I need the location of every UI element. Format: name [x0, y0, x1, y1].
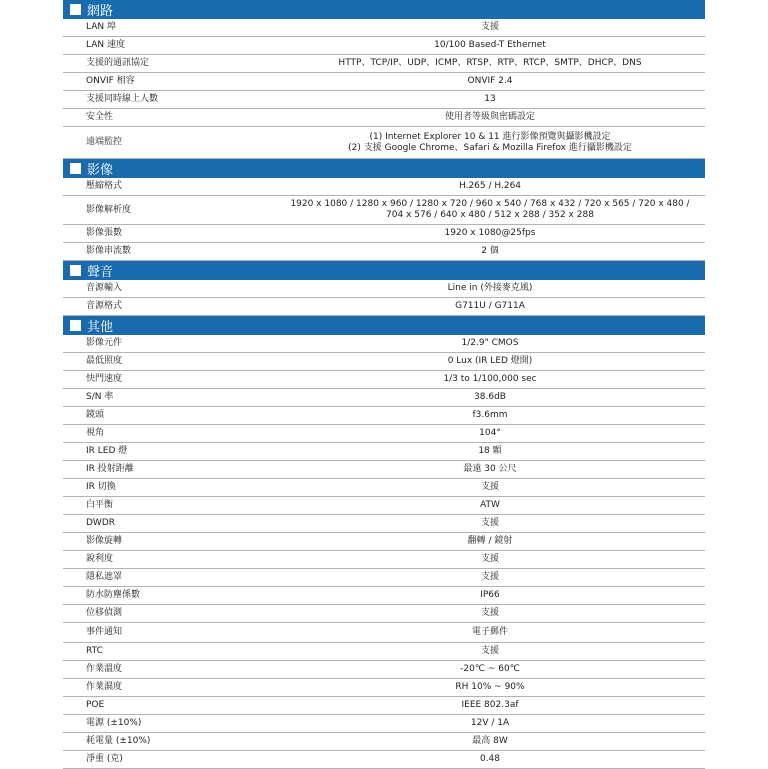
spec-label: 安全性: [86, 112, 114, 122]
section-square-icon: [70, 320, 81, 331]
spec-label: 影像元件: [86, 338, 123, 348]
section-square-icon: [70, 265, 81, 276]
spec-row: [63, 443, 705, 461]
spec-value: 0.48: [479, 754, 501, 764]
spec-label: 視角: [86, 428, 105, 438]
spec-row: [63, 371, 705, 389]
spec-label: 影像張數: [86, 228, 123, 238]
spec-row: [63, 461, 705, 479]
spec-value: 38.6dB: [474, 392, 506, 402]
spec-value: G711U / G711A: [455, 301, 525, 311]
spec-value: 最高 8W: [472, 736, 508, 746]
spec-row: [63, 697, 705, 715]
spec-label: 耗電量 (±10%): [86, 736, 151, 746]
spec-row: [63, 91, 705, 109]
spec-value: 支援: [480, 572, 499, 582]
spec-row: [63, 587, 705, 605]
spec-row: [63, 353, 705, 371]
spec-label: 快門速度: [86, 374, 123, 384]
spec-value: H.265 / H.264: [458, 181, 522, 191]
spec-label: 最低照度: [86, 356, 123, 366]
spec-label: 鏡頭: [86, 410, 105, 420]
spec-label: 壓縮格式: [86, 181, 123, 191]
spec-value: 支援: [480, 646, 499, 656]
spec-row: [63, 533, 705, 551]
spec-label: RTC: [86, 646, 103, 656]
spec-row: [63, 497, 705, 515]
spec-label: 淨重 (克): [86, 754, 123, 764]
spec-label: 隱私遮罩: [86, 572, 123, 582]
spec-sheet: [63, 0, 705, 769]
spec-value: 1920 x 1080 / 1280 x 960 / 1280 x 720 / 960 x 540 / 768 x 432 / 720 x 565 / 720 x 480 / 704 x 576 / 640 x 480 / 512 x 288 / 352 x 288: [290, 199, 690, 220]
spec-value: ATW: [480, 500, 500, 510]
spec-label: POE: [86, 700, 105, 710]
spec-label: 電源 (±10%): [86, 718, 142, 728]
spec-row: [63, 243, 705, 261]
spec-label: 銳利度: [86, 554, 114, 564]
spec-label: 事件通知: [86, 627, 123, 637]
spec-label: 影像串流數: [86, 246, 132, 256]
spec-value: ONVIF 2.4: [467, 76, 513, 86]
spec-label: ONVIF 相容: [86, 76, 135, 86]
spec-value: 2 個: [481, 246, 499, 256]
spec-value: 13: [484, 94, 496, 104]
spec-label: LAN 埠: [86, 22, 116, 32]
section-title: 聲音: [87, 265, 114, 280]
spec-value: Line in (外接麥克風): [447, 283, 533, 293]
spec-value: RH 10% ~ 90%: [455, 682, 525, 692]
spec-label: 音源輸入: [86, 283, 123, 293]
spec-value: 1/2.9" CMOS: [461, 338, 519, 348]
spec-label: IR 切換: [86, 482, 116, 492]
section-title: 網路: [87, 4, 114, 19]
spec-value: 18 顆: [478, 446, 502, 456]
spec-value: 10/100 Based-T Ethernet: [434, 40, 546, 50]
spec-row: [63, 605, 705, 623]
spec-row: [63, 515, 705, 533]
spec-row: [63, 298, 705, 316]
section-header: [63, 261, 705, 280]
spec-value: f3.6mm: [472, 410, 508, 420]
spec-label: 位移偵測: [86, 608, 123, 618]
spec-row: [63, 19, 705, 37]
spec-value: 1920 x 1080@25fps: [444, 228, 536, 238]
spec-value: 支援: [480, 482, 499, 492]
spec-value: 支援: [480, 554, 499, 564]
section-title: 其他: [87, 320, 114, 335]
spec-value: HTTP、TCP/IP、UDP、ICMP、RTSP、RTP、RTCP、SMTP、DHCP、DNS: [338, 58, 642, 68]
spec-row: [63, 55, 705, 73]
spec-label: DWDR: [86, 518, 116, 528]
spec-row: [63, 551, 705, 569]
spec-label: 影像解析度: [86, 204, 132, 215]
spec-row: [63, 109, 705, 127]
spec-row: [63, 196, 705, 225]
spec-value: 電子郵件: [471, 627, 508, 637]
spec-value: 翻轉 / 鏡射: [467, 536, 513, 546]
spec-label: IR LED 燈: [86, 446, 128, 456]
spec-row: [63, 569, 705, 587]
spec-label: 遠端監控: [86, 137, 123, 147]
spec-value: 最遠 30 公尺: [463, 464, 517, 474]
spec-label: 支援同時線上人數: [86, 94, 159, 104]
section-header: [63, 159, 705, 178]
spec-label: 白平衡: [86, 500, 114, 510]
section-square-icon: [70, 163, 81, 174]
section-header: [63, 316, 705, 335]
spec-row: [63, 679, 705, 697]
spec-row: [63, 178, 705, 196]
spec-label: 音源格式: [86, 301, 123, 311]
spec-label: 作業濕度: [86, 682, 123, 692]
spec-label: LAN 速度: [86, 40, 125, 50]
spec-row: [63, 733, 705, 751]
spec-row: [63, 73, 705, 91]
spec-value: 1/3 to 1/100,000 sec: [443, 374, 537, 384]
spec-row: [63, 425, 705, 443]
spec-row: [63, 407, 705, 425]
spec-value: 0 Lux (IR LED 燈開): [447, 356, 533, 366]
spec-value: 支援: [480, 518, 499, 528]
spec-value: 104°: [479, 428, 501, 438]
spec-value: (1) Internet Explorer 10 & 11 進行影像預覽與攝影機設定 (2) 支援 Google Chrome、Safari & Mozilla Firefox 進行攝影機設定: [348, 131, 632, 153]
spec-row: [63, 127, 705, 159]
spec-value: IEEE 802.3af: [461, 700, 519, 710]
spec-value: 支援: [480, 608, 499, 618]
spec-row: [63, 715, 705, 733]
section-header: [63, 0, 705, 19]
spec-row: [63, 280, 705, 298]
spec-value: 12V / 1A: [470, 718, 510, 728]
section-square-icon: [70, 4, 81, 15]
spec-row: [63, 751, 705, 769]
spec-row: [63, 225, 705, 243]
spec-value: -20℃ ~ 60℃: [460, 664, 520, 674]
spec-row: [63, 389, 705, 407]
section-title: 影像: [87, 163, 114, 178]
spec-value: 使用者等級與密碼設定: [444, 112, 535, 122]
spec-label: S/N 率: [86, 392, 114, 402]
spec-label: 作業溫度: [86, 664, 123, 674]
spec-row: [63, 37, 705, 55]
spec-label: 防水防塵係數: [86, 590, 141, 600]
spec-row: [63, 661, 705, 679]
spec-row: [63, 335, 705, 353]
spec-row: [63, 643, 705, 661]
spec-value: 支援: [480, 22, 499, 32]
spec-label: 支援的通訊協定: [86, 58, 150, 68]
spec-row: [63, 479, 705, 497]
spec-row: [63, 623, 705, 643]
spec-value: IP66: [480, 590, 500, 600]
spec-label: IR 投射距離: [86, 464, 134, 474]
spec-label: 影像旋轉: [86, 536, 123, 546]
